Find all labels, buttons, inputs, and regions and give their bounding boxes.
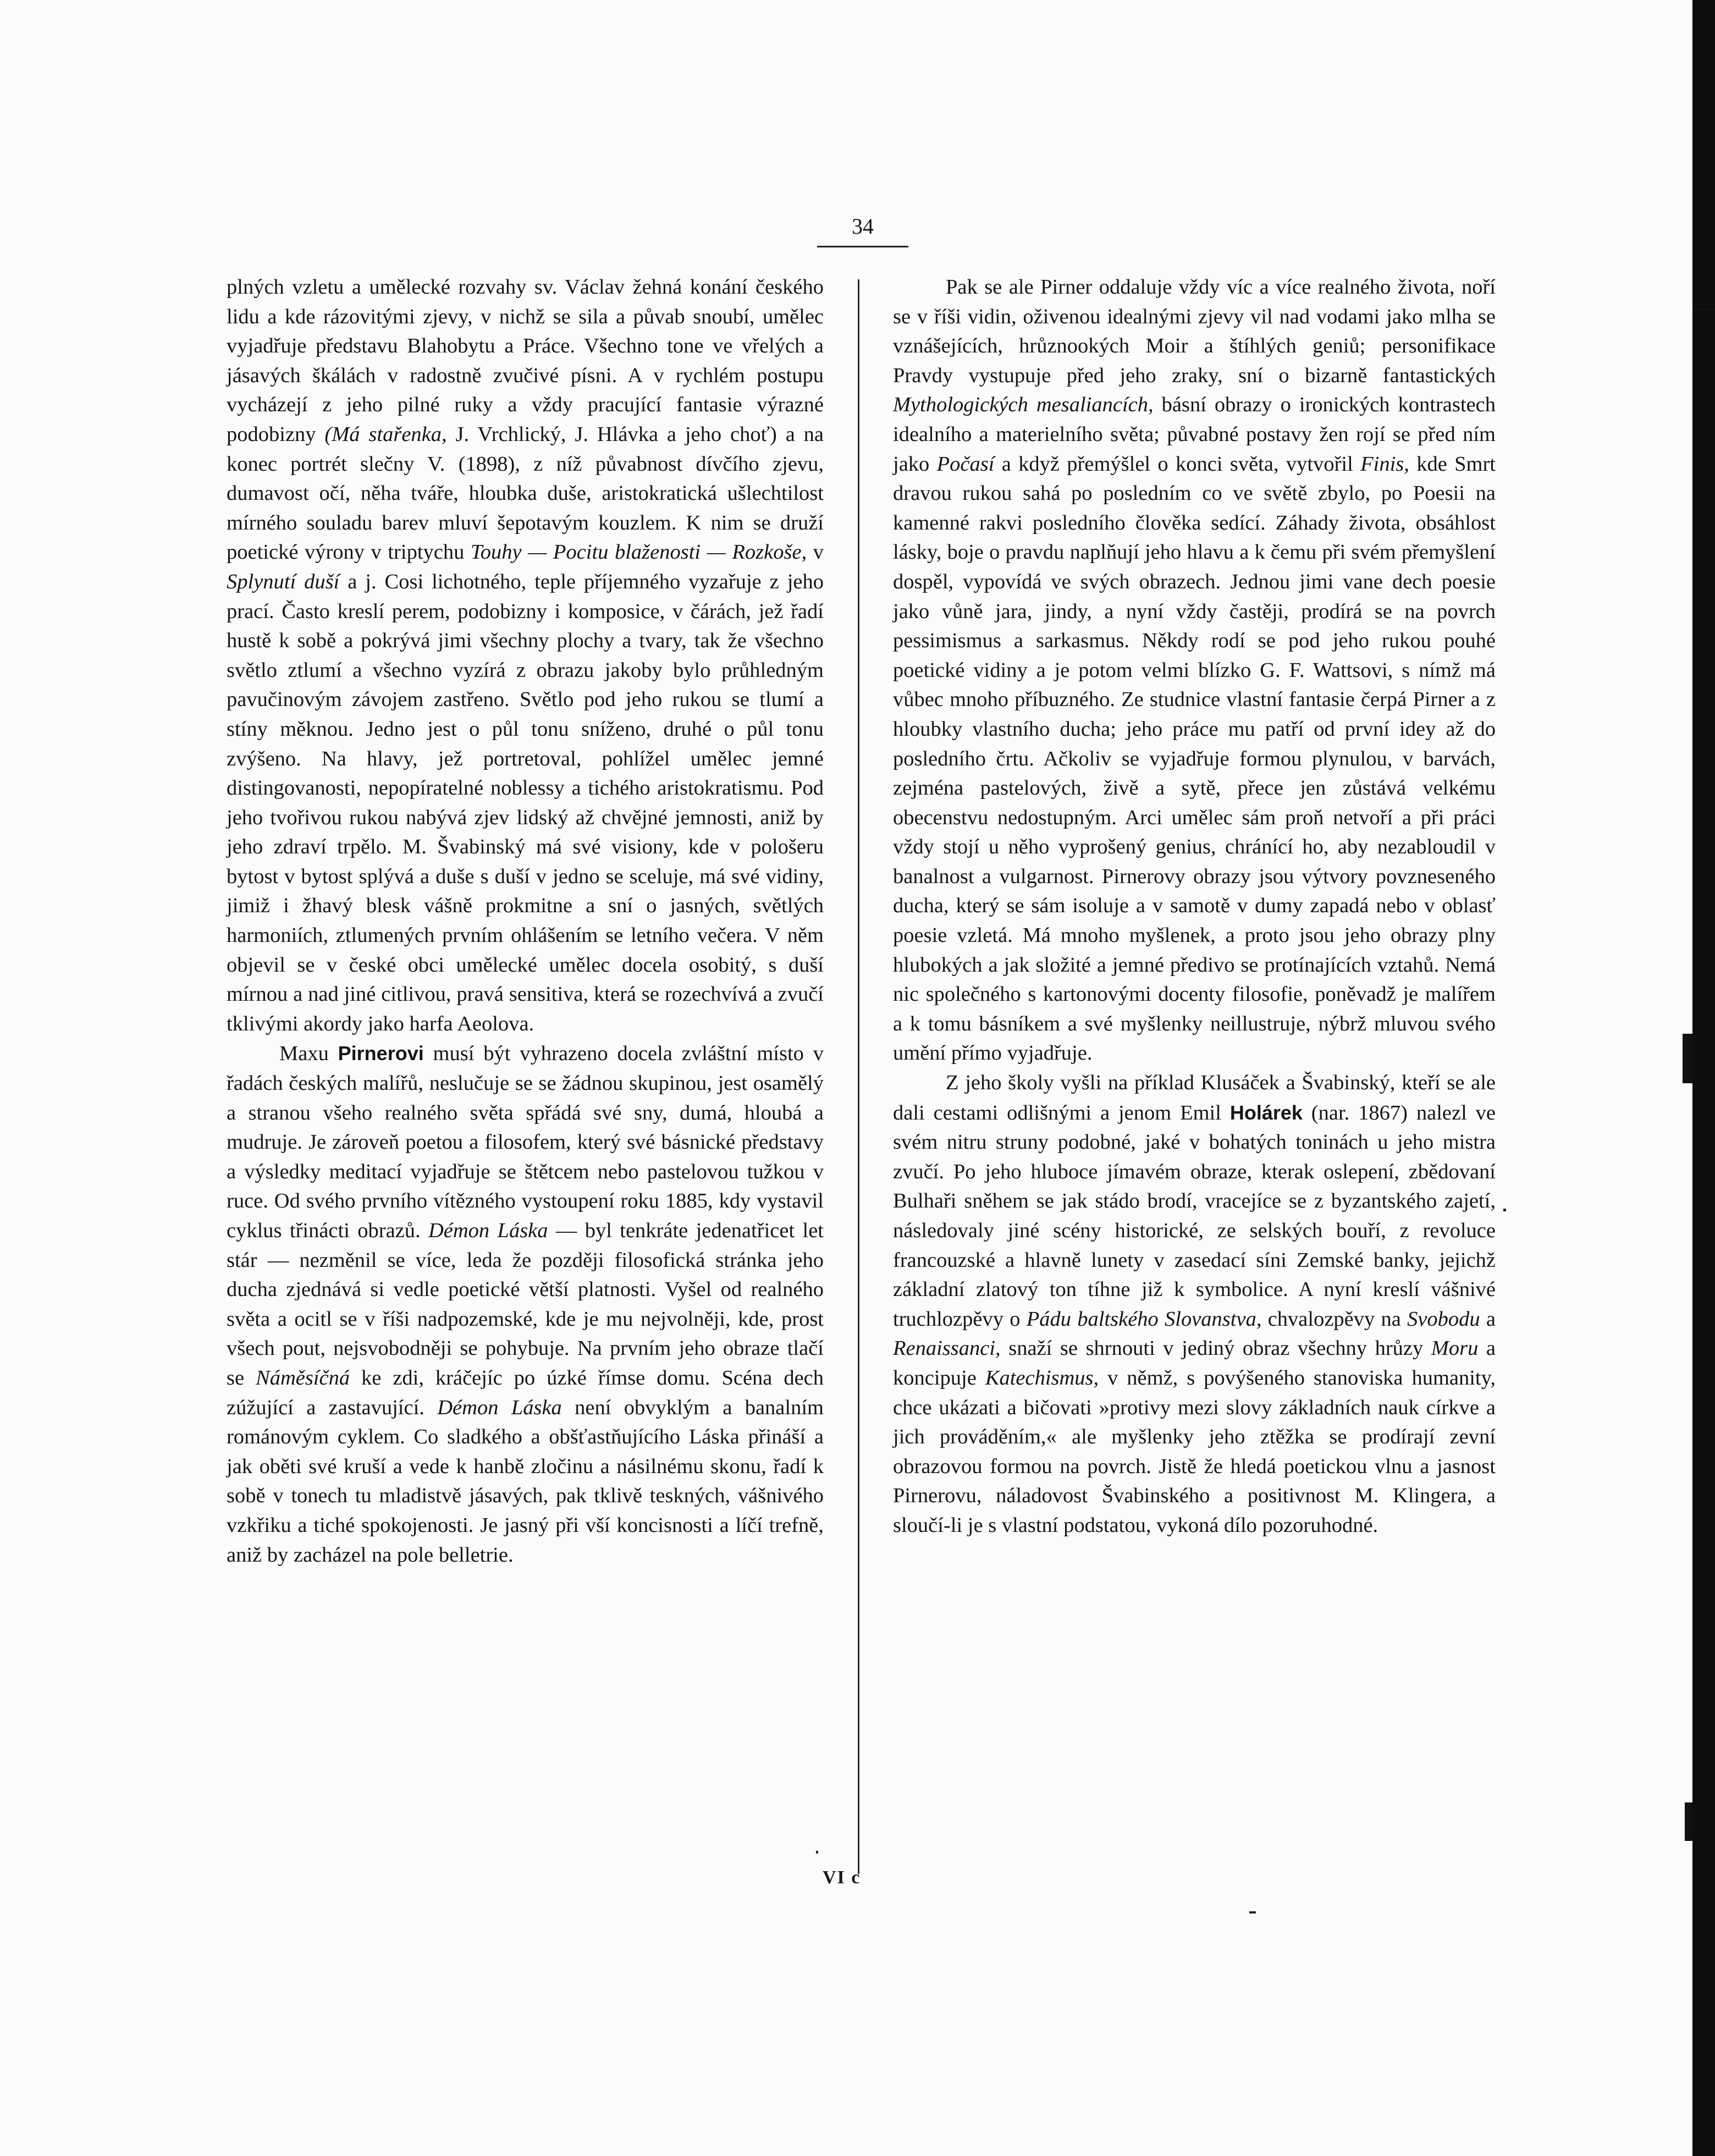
paragraph: Z jeho školy vyšli na příklad Klusáček a Švabinský, kteří se ale dali cestami odlišnými a jenom Emil Holárek (nar. 1867) nalezl ve svém nitru struny podobné, jaké v bohatých toninách u jeho mistra zvučí. Po jeho hluboce jímavém obraze, kterak oslepení, zbědovaní Bulhaři sněhem se jak stádo brodí, vracejíce se z byzantského zajetí, následovaly jiné scény historické, ze selských bouří, z revoluce francouzské a hlavně lunety v zasedací síni Zemské banky, jejichž základní zlatový ton tíhne již k symbolice. A nyní kreslí vášnivé truchlozpěvy o Pádu baltského Slovanstva, chvalozpěvy na Svobodu a Renaissanci, snaží se shrnouti v jediný obraz všechny hrůzy Moru a koncipuje Katechismus, v němž, s povýšeného stanoviska humanity, chce ukázati a bičovati »protivy mezi slovy základních nauk církve a jich prováděním,« ale myšlenky jeho ztěžka se prodírají zevní obrazovou formou na povrch. Jistě že hledá poetickou vlnu a jasnost Pirnerovu, náladovost Švabinského a positivnost M. Klingera, a sloučí-li je s vlastní podstatou, vykoná dílo pozoruhodné.: [893, 1071, 1496, 1537]
artist-name-pirner: Pirnerovi: [338, 1042, 424, 1065]
right-column: [893, 273, 1496, 1541]
left-column: [227, 273, 824, 1570]
page-number-rule: [817, 246, 908, 247]
paragraph: Maxu Pirnerovi musí být vyhrazeno docela zvláštní místo v řadách českých malířů, neslučuje se se žádnou skupinou, jest osamělý a stranou všeho realného světa spřádá své sny, dumá, hloubá a mudruje. Je zároveň poetou a filosofem, který své básnické představy a výsledky meditací vyjadřuje se štětcem nebo pastelovou tužkou v ruce. Od svého prvního vítězného vystoupení roku 1885, kdy vystavil cyklus třinácti obrazů. Démon Láska — byl tenkráte jedenatřicet let stár — nezměnil se více, leda že později filosofická stránka jeho ducha zjednává si vedle poetické větší platnosti. Vyšel od realného světa a ocitl se v říši nadpozemské, kde je mu nejvolněji, kde, prost všech pout, nejsvobodněji se pohybuje. Na prvním jeho obraze tlačí se Náměsíčná ke zdi, kráčejíc po úzké římse domu. Scéna dech zúžující a zastavující. Démon Láska není obvyklým a banalním románovým cyklem. Co sladkého a obšťastňujícího Láska přináší a jak oběti své kruší a vede k hanbě zločinu a násilnému skonu, řadí k sobě v tonech tu mladistvě jásavých, pak tklivě teskných, vášnivého vzkřiku a tiché spokojenosti. Je jasný při vší koncisnosti a líčí trefně, aniž by zacházel na pole belletrie.: [227, 1042, 824, 1567]
scan-edge-mark: [1692, 308, 1715, 310]
scan-speck: [1249, 1911, 1256, 1914]
printer-signature: VI c: [823, 1867, 861, 1888]
paragraph: plných vzletu a umělecké rozvahy sv. Václav žehná konání českého lidu a kde rázovitými zjevy, v nichž se sila a půvab snoubí, umělec vyjadřuje představu Blahobytu a Práce. Všechno tone ve vřelých a jásavých škálách v radostně zvučivé písni. A v rychlém postupu vycházejí z jeho pilné ruky a vždy pracující fantasie výrazné podobizny (Má stařenka, J. Vrchlický, J. Hlávka a jeho choť) a na konec portrét slečny V. (1898), z níž půvabnost dívčího zjevu, dumavost očí, něha tváře, hloubka duše, aristokratická ušlechtilost mírného souladu barev mluví šepotavým kouzlem. K nim se druží poetické výrony v triptychu Touhy — Pocitu blaženosti — Rozkoše, v Splynutí duší a j. Cosi lichotného, teple příjemného vyzařuje z jeho prací. Často kreslí perem, podobizny i komposice, v čárách, jež řadí hustě k sobě a pokrývá jimi všechny plochy a tvary, tak že všechno světlo ztlumí a všechno vyzírá z obrazu jakoby bylo průhledným pavučinovým závojem zastřeno. Světlo pod jeho rukou se tlumí a stíny měknou. Jedno jest o půl tonu sníženo, druhé o půl tonu zvýšeno. Na hlavy, jež portretoval, pohlížel umělec jemné distingovanosti, nepopíratelné noblessy a tichého aristokratismu. Pod jeho tvořivou rukou nabývá zjev lidský až chvějné jemnosti, aniž by jeho zdraví trpělo. M. Švabinský má své visiony, kde v pološeru bytost v bytost splývá a duše s duší v jedno se sceluje, má své vidiny, jimiž i žhavý blesk vášně prokmitne a sní o jasných, světlých harmoniích, ztlumených prvním ohlášením se letního večera. V něm objevil se v české obci umělecké umělec docela osobitý, s duší mírnou a nad jiné citlivou, pravá sensitiva, která se rozechvívá a zvučí tklivými akordy jako harfa Aeolova.: [227, 275, 824, 1035]
scan-speck: [1503, 1209, 1506, 1211]
page-number: 34: [852, 214, 874, 239]
scan-edge-mark: [1683, 1034, 1692, 1083]
paragraph: Pak se ale Pirner oddaluje vždy víc a více realného života, noří se v říši vidin, oživenou idealnými zjevy vil nad vodami jako mlha se vznášejících, hrůznookých Moir a štíhlých geniů; personifikace Pravdy vystupuje před jeho zraky, sní o bizarně fantastických Mythologických mesaliancích, básní obrazy o ironických kontrastech idealního a materielního světa; půvabné postavy žen rojí se před ním jako Počasí a když přemýšlel o konci světa, vytvořil Finis, kde Smrt dravou rukou sahá po posledním co ve světě zbylo, po Poesii na kamenné rakvi posledního člověka sedící. Záhady života, obsáhlost lásky, boje o pravdu naplňují jeho hlavu a k čemu při svém přemyšlení dospěl, vypovídá ve svých obrazech. Jednou jimi vane dech poesie jako vůně jara, jindy, a nyní vždy častěji, prodírá se na povrch pessimismus a sarkasmus. Někdy rodí se pod jeho rukou pouhé poetické vidiny a je potom velmi blízko G. F. Wattsovi, s nímž má vůbec mnoho příbuzného. Ze studnice vlastní fantasie čerpá Pirner a z hloubky vlastního ducha; jeho práce mu patří od první idey až do posledního črtu. Ačkoliv se vyjadřuje formou plynulou, v barvách, zejména pastelových, živě a sytě, přece jen zůstává velkému obecenstvu nedostupným. Arci umělec sám proň netvoří a při práci vždy stojí u něho vyprošený genius, chránící ho, aby nezabloudil v banalnost a vulgarnost. Pirnerovy obrazy jsou výtvory povzneseného ducha, který se sám isoluje a v samotě v dumy zapadá nebo v oblasť poesie vzletá. Má mnoho myšlenek, a proto jsou jeho obrazy plny hlubokých a jak složité a jemné předivo se protínajících vztahů. Nemá nic společného s kartonovými docenty filosofie, poněvadž je malířem a k tomu básníkem a své myšlenky neillustruje, nýbrž mluvou svého umění přímo vyjadřuje.: [893, 275, 1496, 1065]
artist-name-holarek: Holárek: [1229, 1101, 1303, 1124]
column-divider: [858, 279, 859, 1874]
scan-speck: [816, 1851, 818, 1854]
scan-edge-mark: [1685, 1802, 1692, 1841]
